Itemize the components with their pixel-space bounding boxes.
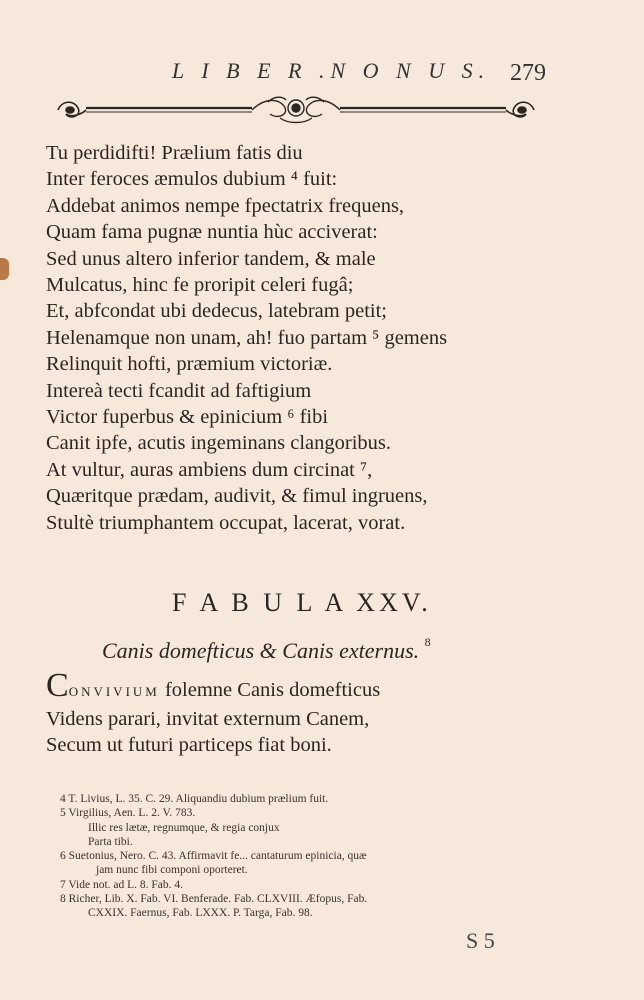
drop-cap: C xyxy=(46,667,69,704)
verse-block xyxy=(46,140,606,536)
footnote-quote: Parta tibi. xyxy=(88,835,133,848)
verse-line: Sed unus altero inferior tandem, & male xyxy=(46,247,376,270)
verse-line: Inter feroces æmulos dubium ⁴ fuit: xyxy=(46,168,338,191)
fable-text xyxy=(46,667,606,759)
page-edge-stain xyxy=(0,258,9,280)
footnote-continuation: jam nunc fibi componi oporteret. xyxy=(96,864,248,877)
footnote: 8 Richer, Lib. X. Fab. VI. Benferade. Fab. CLXVIII. Æfopus, Fab. xyxy=(60,893,368,906)
footnote: 4 T. Livius, L. 35. C. 29. Aliquandiu dubium prælium fuit. xyxy=(60,793,329,805)
page-number: 279 xyxy=(510,60,546,86)
fable-title: F A B U L A XXV. xyxy=(172,588,432,617)
footnote: 5 Virgilius, Aen. L. 2. V. 783. xyxy=(60,807,196,820)
verse-line: Mulcatus, hinc fe proripit celeri fugâ; xyxy=(46,274,354,297)
opening-smallcaps: ONVIVIUM xyxy=(68,684,160,699)
verse-line: At vultur, auras ambiens dum circinat ⁷, xyxy=(46,458,373,481)
verse-line: Quæritque prædam, audivit, & fimul ingruens, xyxy=(46,485,428,508)
footnotes xyxy=(60,792,560,921)
footnote: 7 Vide not. ad L. 8. Fab. 4. xyxy=(60,878,184,891)
verse-line: Canit ipfe, acutis ingeminans clangoribus. xyxy=(46,432,392,455)
fable-line: Secum ut futuri particeps fiat boni. xyxy=(46,734,332,756)
ornament-right-flourish xyxy=(506,102,534,117)
ornamental-rule xyxy=(52,92,540,128)
verse-line: Quam fama pugnæ nuntia hùc acciverat: xyxy=(46,221,378,244)
signature-mark: S 5 xyxy=(466,928,495,953)
fable-line: Videns parari, invitat externum Canem, xyxy=(46,707,370,730)
verse-line: Intereà tecti fcandit ad faftigium xyxy=(46,379,312,402)
first-line-rest: folemne Canis domefticus xyxy=(159,679,381,701)
ornament-center-garland xyxy=(252,97,340,122)
fable-subtitle xyxy=(102,634,431,664)
fable-subtitle-note: 8 xyxy=(424,634,431,649)
verse-line: Helenamque non unam, ah! fuo partam ⁵ gemens xyxy=(46,326,448,349)
verse-line: Victor fuperbus & epinicium ⁶ fibi xyxy=(46,406,329,429)
footnote-continuation: CXXIX. Faernus, Fab. LXXX. P. Targa, Fab. 98. xyxy=(88,907,313,920)
fable-subtitle-text: Canis domefticus & Canis externus. xyxy=(102,638,420,663)
running-head: L I B E R .N O N U S. xyxy=(172,58,491,83)
verse-line: Stultè triumphantem occupat, lacerat, vorat. xyxy=(46,511,406,534)
verse-line: Tu perdidifti! Prælium fatis diu xyxy=(46,142,303,164)
ornament-left-flourish xyxy=(58,102,86,117)
verse-line: Addebat animos nempe fpectatrix frequens, xyxy=(46,194,405,217)
verse-line: Relinquit hofti, præmium victoriæ. xyxy=(46,353,333,376)
fable-first-line xyxy=(46,667,606,706)
verse-line: Et, abfcondat ubi dedecus, latebram petit; xyxy=(46,300,387,323)
footnote-quote: Illic res lætæ, regnumque, & regia conjux xyxy=(88,821,280,834)
footnote: 6 Suetonius, Nero. C. 43. Affirmavit fe... cantaturum epinicia, quæ xyxy=(60,850,367,863)
